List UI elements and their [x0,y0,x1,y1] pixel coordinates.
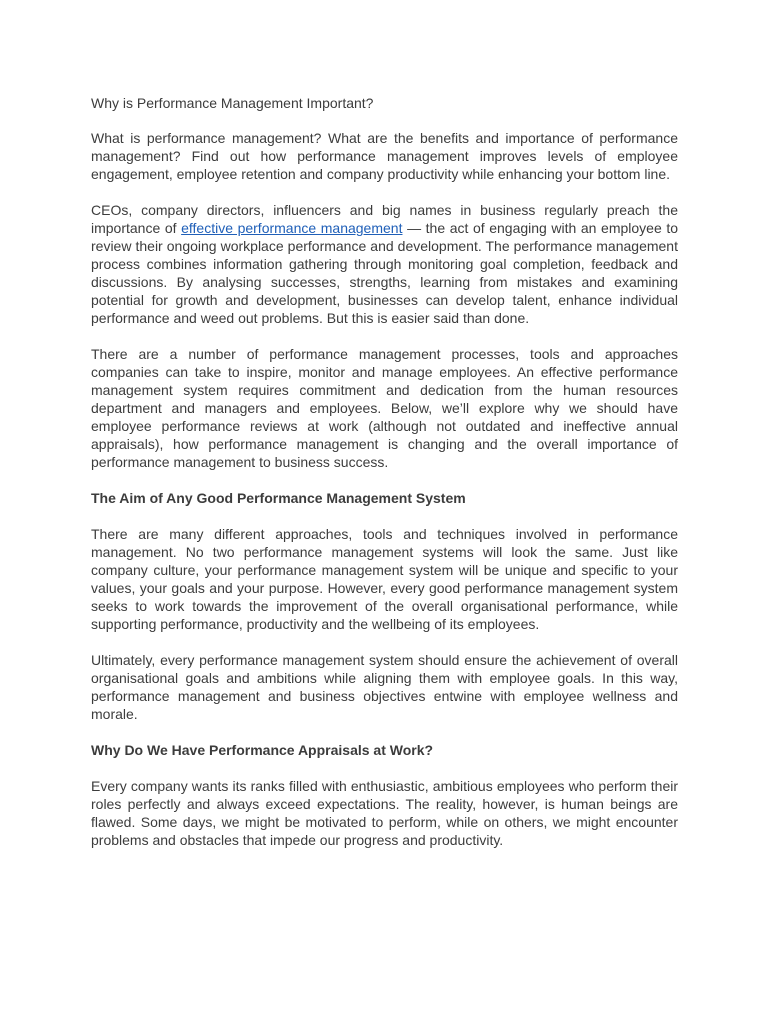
paragraph-ceos-text-after-link: — the act of engaging with an employee to review their ongoing workplace performance and development. The performance management process combines information gathering through monitoring goal completion, feedback and discussions. By analysing successes, strengths, learning from mistakes and examining potential for growth and development, businesses can develop talent, enhance individual performance and weed out problems. But this is easier said than done. [91,220,679,326]
paragraph-processes: There are a number of performance management processes, tools and approaches companies can take to inspire, monitor and manage employees. An effective performance management system requires commitment and dedication from the human resources department and managers and employees. Below, we’ll explore why we should have employee performance reviews at work (although not outdated and ineffective annual appraisals), how performance management is changing and the overall importance of performance management to business success. [91,346,678,470]
paragraph-ultimately: Ultimately, every performance management system should ensure the achievement of overall organisational goals and ambitions while aligning them with employee goals. In this way, performance management and business objectives entwine with employee wellness and morale. [91,652,678,722]
section-heading-aim: The Aim of Any Good Performance Management System [91,490,466,506]
paragraph-ceos [91,201,678,327]
paragraph-approaches: There are many different approaches, tools and techniques involved in performance management. No two performance management systems will look the same. Just like company culture, your performance management system will be unique and specific to your values, your goals and your purpose. However, every good performance management system seeks to work towards the improvement of the overall organisational performance, while supporting performance, productivity and the wellbeing of its employees. [91,526,678,632]
paragraph-every-company: Every company wants its ranks filled with enthusiastic, ambitious employees who perform their roles perfectly and always exceed expectations. The reality, however, is human beings are flawed. Some days, we might be motivated to perform, while on others, we might encounter problems and obstacles that impede our progress and productivity. [91,778,678,848]
paragraph-ceos-text-before-link: CEOs, company directors, influencers and big names in business regularly preach the importance of [91,202,678,236]
intro-paragraph: What is performance management? What are the benefits and importance of performance management? Find out how performance management improves levels of employee engagement, employee retention and company productivity while enhancing your bottom line. [91,130,678,182]
effective-performance-management-link[interactable]: effective performance management [181,220,403,236]
document-title: Why is Performance Management Important? [91,95,374,111]
section-heading-appraisals: Why Do We Have Performance Appraisals at Work? [91,742,434,758]
